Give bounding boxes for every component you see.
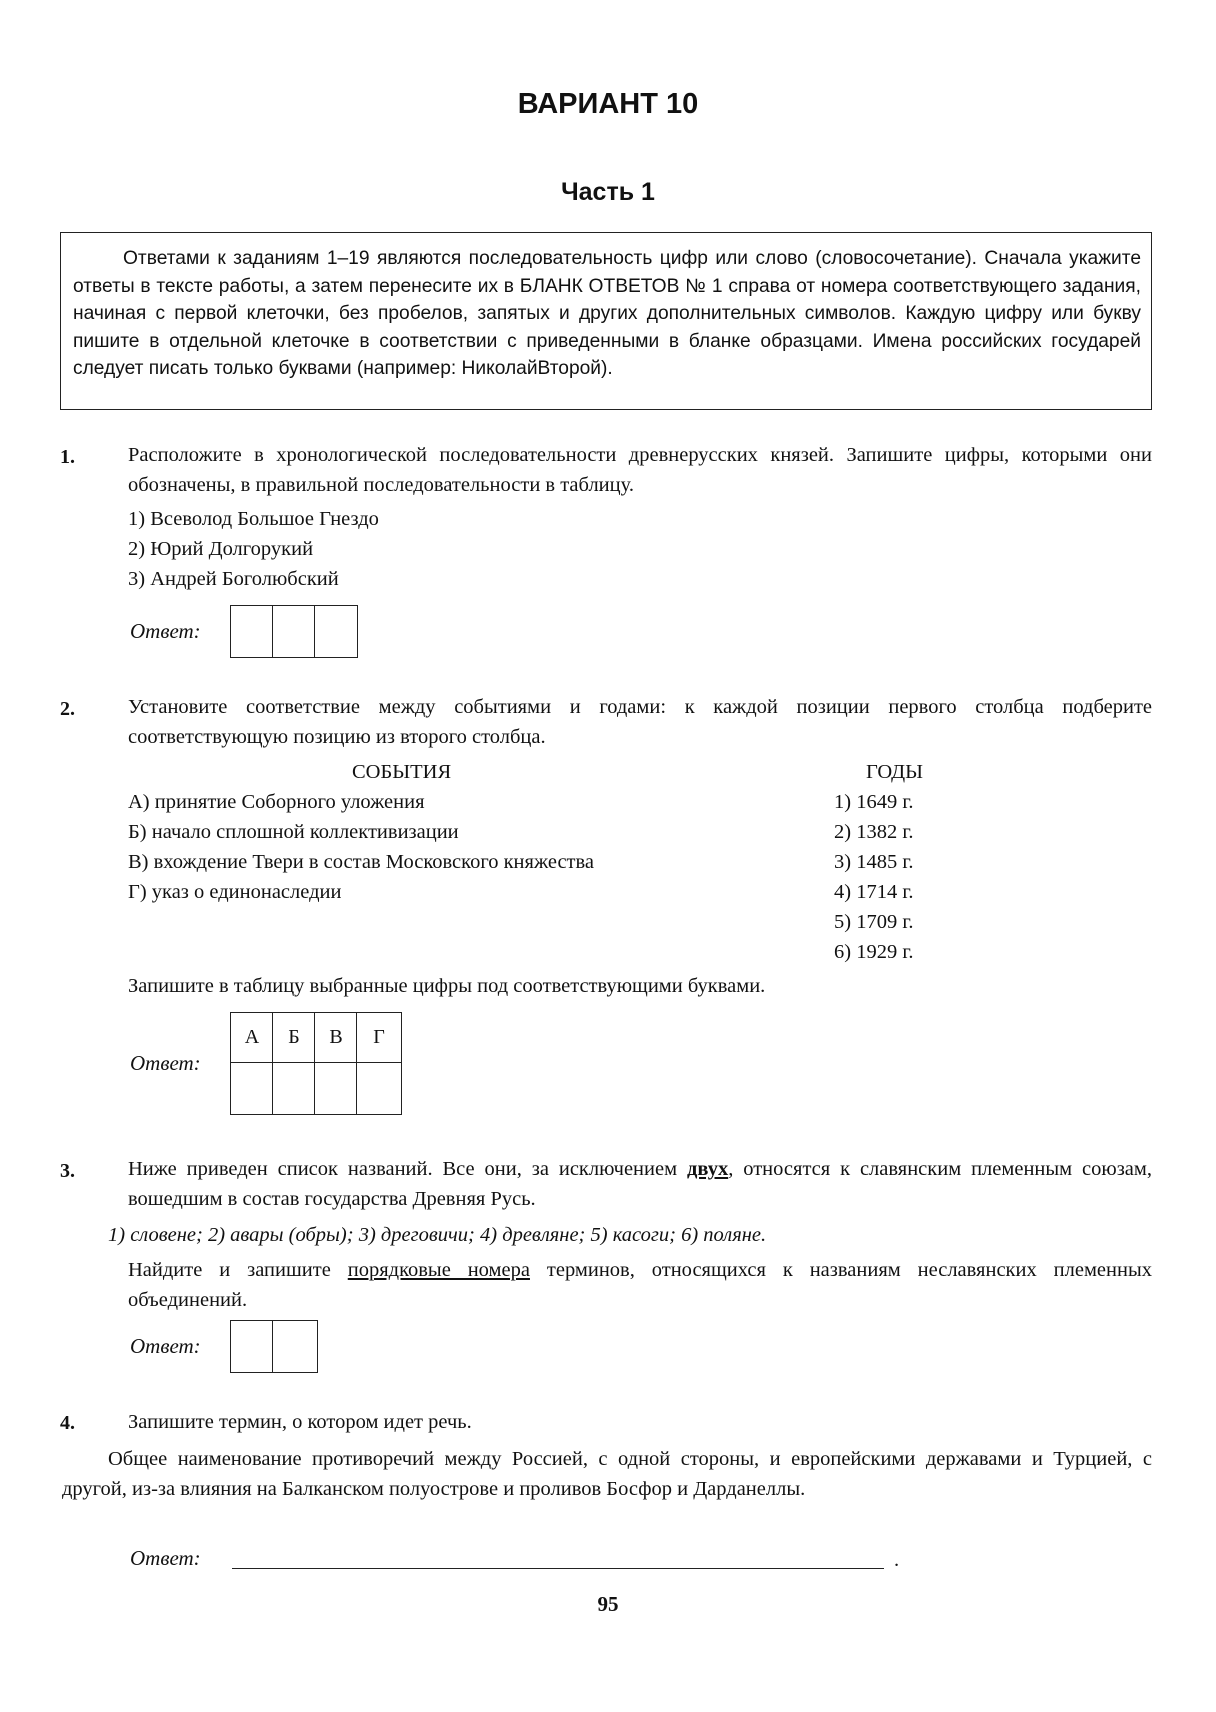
q2-year-2: 2) 1382 г. — [834, 821, 914, 843]
page-number: 95 — [597, 1592, 619, 1616]
q2-year-6: 6) 1929 г. — [834, 941, 914, 963]
instructions-box: Ответами к заданиям 1–19 являются последовательность цифр или слово (словосочетание). Сначала укажите ответы в тексте работы, а затем перенесите их в БЛАНК ОТВЕТОВ № 1 справа от номера соответствующего задания, начиная с первой клеточки, без пробелов, запятых и других дополнительных символов. Каждую цифру или букву пишите в отдельной клеточке в соответствии с приведенными в бланке образцами. Имена российских государей следует писать только буквами (например: НиколайВторой). — [60, 232, 1152, 410]
part-title: Часть 1 — [561, 178, 655, 206]
q3-number: 3. — [60, 1160, 75, 1182]
q2-answer-label: Ответ: — [130, 1051, 201, 1075]
q2-year-5: 5) 1709 г. — [834, 911, 914, 933]
q2-table-header-a: А — [230, 1012, 274, 1064]
q2-table-header-v: В — [314, 1012, 358, 1064]
q3-answer-cell-1[interactable] — [230, 1320, 274, 1373]
q1-answer-cell-3[interactable] — [314, 605, 358, 658]
q3-find-underlined: порядковые номера — [347, 1259, 530, 1281]
q4-number: 4. — [60, 1412, 75, 1434]
q2-years-header: ГОДЫ — [866, 761, 923, 783]
q3-find-text — [128, 1256, 1152, 1315]
q2-answer-cell-g[interactable] — [356, 1062, 402, 1115]
q3-answer-label: Ответ: — [130, 1334, 201, 1358]
q2-table-header-b: Б — [272, 1012, 316, 1064]
q1-item-2: 2) Юрий Долгорукий — [128, 538, 314, 560]
q2-write-instruction: Запишите в таблицу выбранные цифры под соответствующими буквами. — [128, 975, 766, 997]
q1-text: Расположите в хронологической последовательности древнерусских князей. Запишите цифры, которыми они обозначены, в правильной последовательности в таблицу. — [128, 444, 1152, 496]
q2-answer-cell-v[interactable] — [314, 1062, 358, 1115]
q2-year-1: 1) 1649 г. — [834, 791, 914, 813]
q2-year-3: 3) 1485 г. — [834, 851, 914, 873]
q1-number: 1. — [60, 446, 75, 468]
q3-text-underlined: двух — [686, 1158, 729, 1180]
q4-answer-line[interactable] — [232, 1568, 884, 1569]
q4-end-mark: . — [894, 1549, 900, 1571]
q3-find-before: Найдите и запишите — [128, 1259, 331, 1281]
q2-event-a: А) принятие Соборного уложения — [128, 791, 425, 813]
q1-answer-label: Ответ: — [130, 619, 201, 643]
q3-answer-cell-2[interactable] — [272, 1320, 318, 1373]
q1-item-1: 1) Всеволод Большое Гнездо — [128, 508, 379, 530]
q2-event-v: В) вхождение Твери в состав Московского княжества — [128, 851, 595, 873]
q3-text — [128, 1155, 1152, 1214]
q2-answer-cell-b[interactable] — [272, 1062, 316, 1115]
q4-description: Общее наименование противоречий между Россией, с одной стороны, и европейскими державами и Турцией, с другой, из-за влияния на Балканском полуострове и проливов Босфор и Дарданеллы. — [62, 1448, 1152, 1500]
q3-list: 1) словене; 2) авары (обры); 3) дреговичи; 4) древляне; 5) касоги; 6) поляне. — [108, 1224, 767, 1246]
q2-answer-cell-a[interactable] — [230, 1062, 274, 1115]
q1-item-3: 3) Андрей Боголюбский — [128, 568, 339, 590]
variant-title: ВАРИАНТ 10 — [517, 88, 699, 120]
q4-answer-label: Ответ: — [130, 1546, 201, 1570]
q4-text: Запишите термин, о котором идет речь. — [128, 1411, 472, 1433]
q3-text-before: Ниже приведен список названий. Все они, за исключением — [128, 1158, 678, 1180]
q2-year-4: 4) 1714 г. — [834, 881, 914, 903]
q2-number: 2. — [60, 698, 75, 720]
q2-table-header-g: Г — [356, 1012, 402, 1064]
q1-answer-cell-2[interactable] — [272, 605, 316, 658]
q3-text-after: , относятся к славянским племенным союзам, вошедшим в состав государства Древняя Русь. — [128, 1158, 1152, 1210]
q1-answer-cell-1[interactable] — [230, 605, 274, 658]
q3-find-after: терминов, относящихся к названиям неславянских племенных объединений. — [128, 1259, 1152, 1311]
q2-event-b: Б) начало сплошной коллективизации — [128, 821, 459, 843]
q2-text: Установите соответствие между событиями и годами: к каждой позиции первого столбца подберите соответствующую позицию из второго столбца. — [128, 696, 1152, 748]
q2-event-g: Г) указ о единонаследии — [128, 881, 342, 903]
q2-events-header: СОБЫТИЯ — [352, 761, 452, 783]
